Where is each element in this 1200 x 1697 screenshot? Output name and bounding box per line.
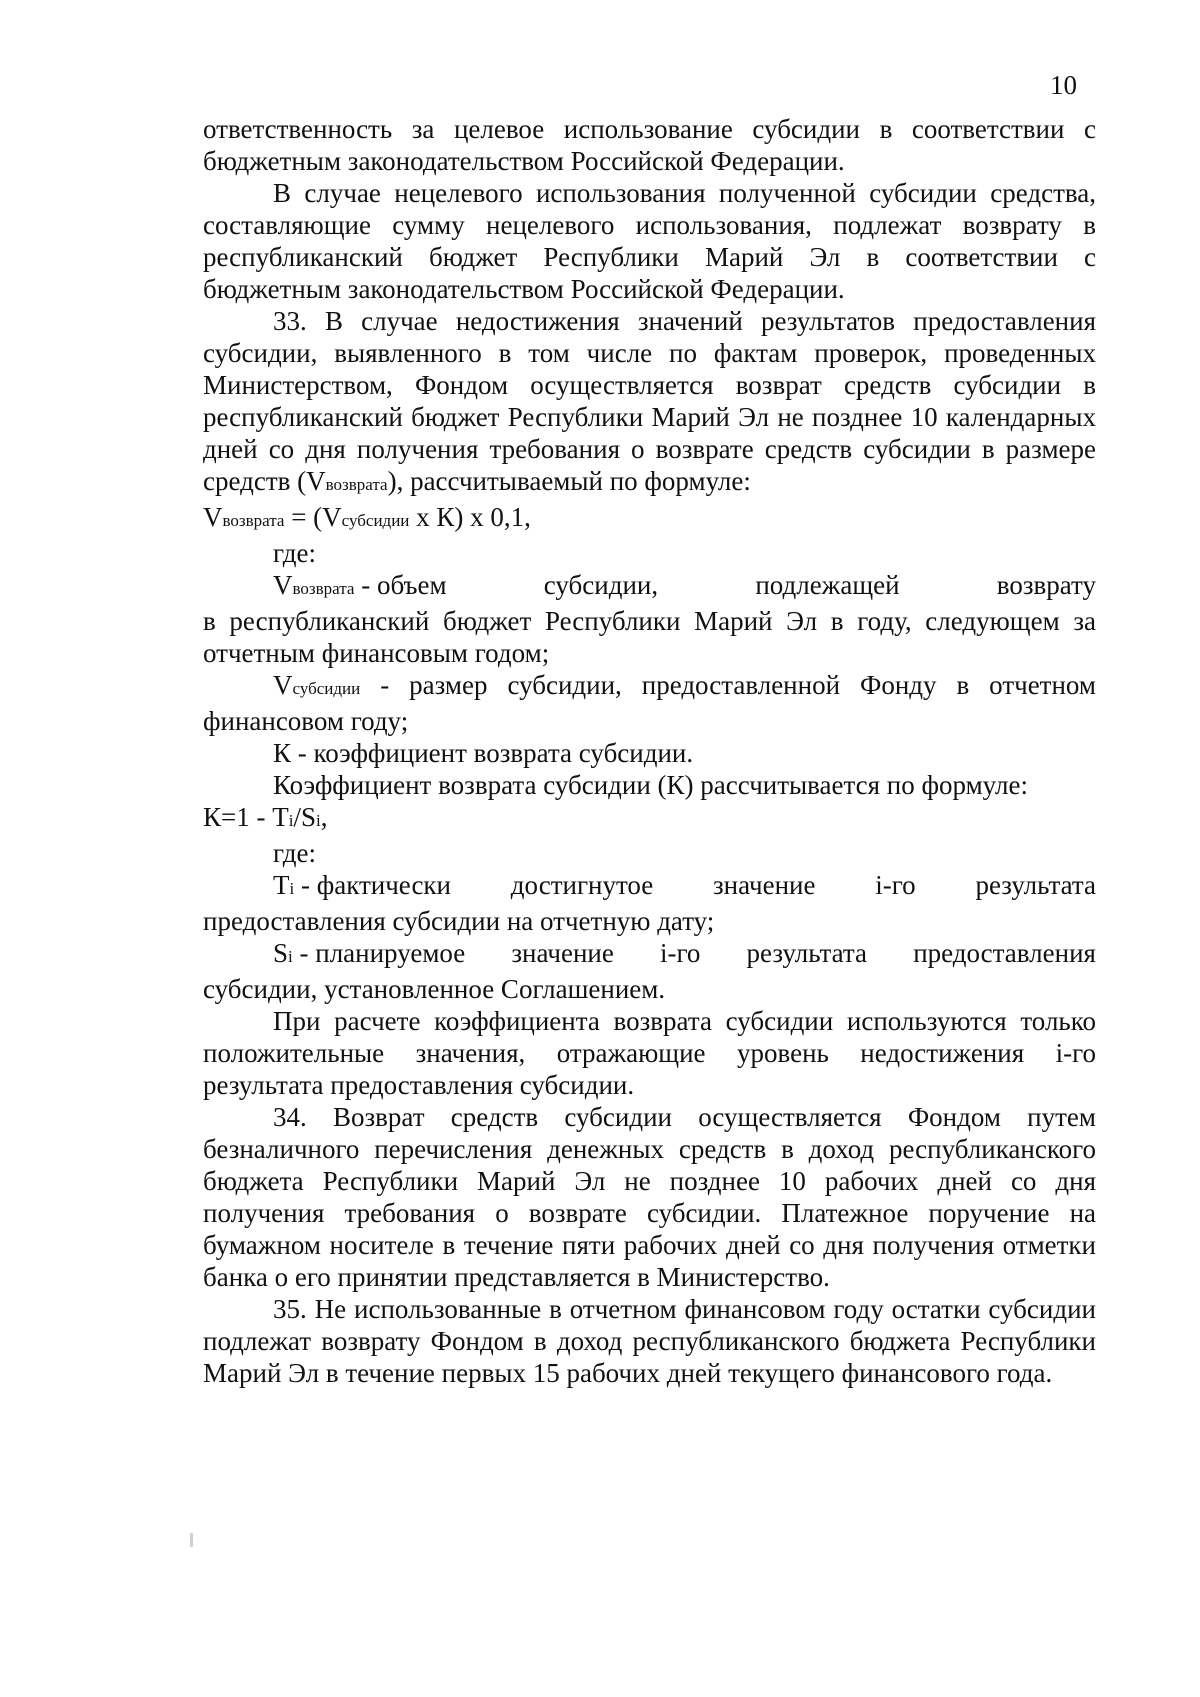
paragraph-misuse: В случае нецелевого использования полученной субсидии средства, составляющие сумму нецелевого использования, подлежат возврату в республиканский бюджет Республики Марий Эл в соответствии с бюджетным законодательством Российской Федерации. [203,178,1096,304]
definition-v-return-cont: в республиканский бюджет Республики Марий Эл в году, следующем за отчетным финансовым годом; [203,606,1096,668]
formula-return-volume [203,501,1096,537]
formula-part: x К) x 0,1, [409,502,531,532]
definition-v-subsidy: Vсубсидии - размер субсидии, предоставленной Фонду в отчетном финансовом году; [203,670,1096,736]
definition-ti-line [203,869,1096,905]
paragraph-35: 35. Не использованные в отчетном финансовом году остатки субсидии подлежат возврату Фондом в доход республиканского бюджета Республики Марий Эл в течение первых 15 рабочих дней текущего финансового года. [203,1294,1096,1388]
definition-word: предоставления [913,938,1096,968]
definition-si-line [203,937,1096,973]
definition-v-return-line [203,569,1096,605]
formula-var: V [203,502,223,532]
paragraph-34: 34. Возврат средств субсидии осуществляется Фондом путем безналичного перечисления денежных средств в доход республиканского бюджета Республики Марий Эл не позднее 10 рабочих дней со дня получения требования о возврате субсидии. Платежное поручение на бумажном носителе в течение пяти рабочих дней со дня получения отметки банка о его принятии представляется в Министерство. [203,1102,1096,1292]
definition-term: Si - планируемое [273,938,466,968]
definition-word: субсидии, [543,570,659,600]
definition-word: подлежащей [755,570,900,600]
formula-part: = (V [284,502,342,532]
definition-word: i-го [659,938,701,968]
definition-si-cont: субсидии, установленное Соглашением. [203,974,666,1004]
document-body [203,113,1096,1389]
definition-word: результата [975,870,1096,900]
paragraph-33 [203,305,1096,501]
scan-mark [190,1533,193,1547]
definition-word: возврату [996,570,1096,600]
paragraph-33-end: ), рассчитываемый по формуле: [387,466,751,496]
page-number: 10 [1050,70,1077,100]
paragraph-33-text: 33. В случае недостижения значений результатов предоставления субсидии, выявленного в том числе по фактам проверок, проведенных Министерством, Фондом осуществляется возврат средств субсидии в республиканский бюджет Республики Марий Эл не позднее 10 календарных дней со дня получения требования о возврате средств субсидии в размере средств (V [203,306,1096,496]
definition-word: значение [713,870,816,900]
definition-term: Vвозврата - объем [273,570,447,600]
where-label: где: [273,838,316,868]
subscript: возврата [325,475,388,494]
formula-subscript: субсидии [341,511,410,530]
paragraph-responsibility: ответственность за целевое использование субсидии в соответствии с бюджетным законодательством Российской Федерации. [203,114,1096,176]
definition-word: значение [511,938,614,968]
definition-k: К - коэффициент возврата субсидии. [273,738,694,768]
definition-term: Тi - фактически [273,870,452,900]
definition-word: результата [746,938,868,968]
definition-ti-cont: предоставления субсидии на отчетную дату; [203,906,715,936]
definition-word: i-го [875,870,916,900]
coefficient-intro: Коэффициент возврата субсидии (К) рассчитывается по формуле: [273,770,1028,800]
paragraph-positive-values: При расчете коэффициента возврата субсидии используются только положительные значения, отражающие уровень недостижения i-го результата предоставления субсидии. [203,1006,1096,1100]
definition-word: достигнутое [510,870,654,900]
formula-subscript: возврата [222,511,285,530]
where-label: где: [273,538,316,568]
formula-coefficient: К=1 - Тi/Si, [203,802,328,832]
